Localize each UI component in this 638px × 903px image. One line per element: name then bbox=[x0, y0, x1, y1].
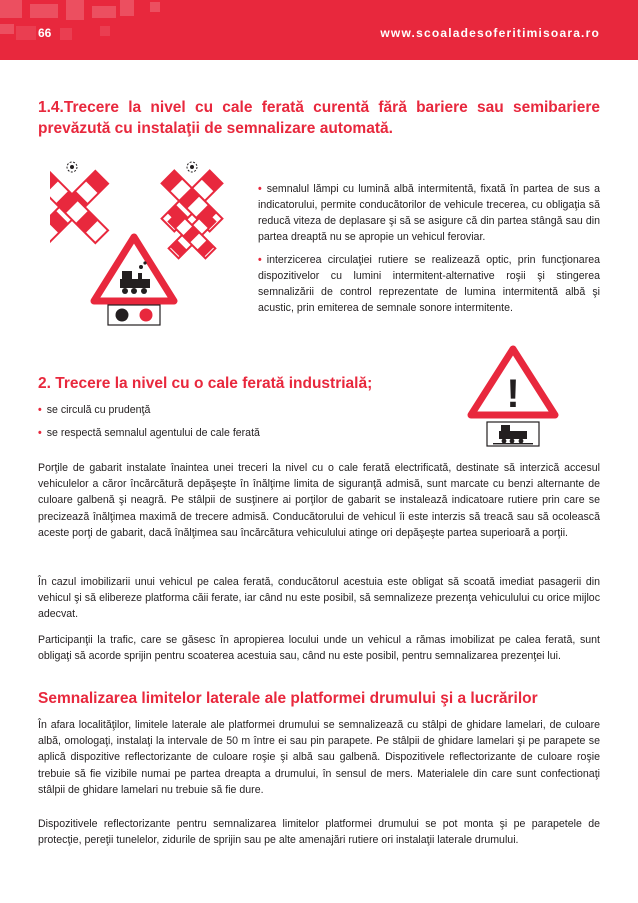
danger-triangle-icon bbox=[471, 349, 555, 416]
page-number: 66 bbox=[38, 26, 52, 40]
section1-title: 1.4.Trecere la nivel cu cale ferată curentă fără bariere sau semibariere prevăzută cu instalaţii de semnalizare automată. bbox=[38, 99, 600, 137]
paragraph-reflective-devices: Dispozitivele reflectorizante pentru semnalizarea limitelor platformei drumului se pot monta şi pe parapetele de protecţie, pereţii tunelelor, zidurile de sprijin sau pe alte amenajări rutiere ori instalaţii laterale drumului. bbox=[38, 818, 600, 847]
exclamation-mark: ! bbox=[506, 372, 520, 416]
train-warning-triangle-icon bbox=[94, 237, 174, 301]
industrial-crossing-sign bbox=[463, 343, 563, 448]
level-crossing-signs bbox=[50, 155, 230, 335]
section3-title: Semnalizarea limitelor laterale ale platformei drumului şi a lucrărilor bbox=[38, 690, 538, 707]
bullet-icon: • bbox=[38, 404, 42, 416]
list-item: • se respectă semnalul agentului de cale ferată bbox=[38, 427, 260, 439]
paragraph-vehicle-immobilized: În cazul imobilizarii unui vehicul pe calea ferată, conducătorul acestuia este obligat să scoată imediat pasagerii din vehicul şi să elibereze platforma căii ferate, iar când nu este posibil, să semnalizeze prezenţa vehiculului cu orice mijloc adecvat. bbox=[38, 576, 600, 621]
list-item: • se circulă cu prudenţă bbox=[38, 404, 151, 416]
paragraph-guide-posts: În afara localităţilor, limitele laterale ale platformei drumului se semnalizează cu stâlpi de ghidare lamelari, de culoare albă, omologaţi, instalaţi la intervale de 50 m între ei sau pin parapete. Pe stâlpii de ghidare lamelari şi pe parapete se aplică dispozitive reflectorizante de culoare roşie şi albă sau galbenă. Dispozitivele reflectorizante de culoare roşie trebuie să fie vizibile numai pe partea dreapta a drumului, în sensul de mers. Materialele din care sunt confectionaţi stâlpii de ghidare lamelari nu trebuie să fie dure. bbox=[38, 719, 600, 796]
section2-title: 2. Trecere la nivel cu o cale ferată industrială; bbox=[38, 375, 373, 392]
st-andrew-cross-left-icon bbox=[50, 162, 108, 243]
paragraph-traffic-participants: Participanţii la trafic, care se găsesc în apropierea locului unde un vehicul a rămas imobilizat pe calea ferată, sunt obligaţi să acorde sprijin pentru scoaterea acestuia sau, când nu este posibil, pentru semnalizarea prezenţei lui. bbox=[38, 634, 600, 663]
bullet-icon: • bbox=[258, 254, 262, 266]
section1-bullet-list bbox=[258, 181, 600, 323]
bullet-icon: • bbox=[258, 183, 262, 195]
st-andrew-cross-right-icon bbox=[162, 162, 223, 258]
list-item: • semnalul lămpi cu lumină albă intermitentă, fixată în partea de sus a indicatorului, permite conducătorilor de vehicule trecerea, cu obligaţia să reducă viteza de deplasare şi să se asigure că din partea stângă sau din partea dreaptă nu se apropie un vehicul feroviar. bbox=[258, 183, 600, 243]
site-url[interactable]: www.scoaladesoferitimisoara.ro bbox=[380, 26, 600, 40]
section2-bullet-list bbox=[38, 402, 438, 448]
paragraph-gauge-gates: Porţile de gabarit instalate înaintea unei treceri la nivel cu o cale ferată electrificată, destinate să interzică accesul vehiculelor a căror încărcătură depăşeşte în înălţime limita de siguranţă admisă, sunt marcate cu benzi alternante de culoare galbenă şi neagră. Pe stâlpii de susţinere ai porţilor de gabarit se instalează indicatoare rutiere prin care se precizează înălţimea maximă de trecere admisă. Conducătorului de vehicul îi este interzis să treacă sau să ocolească aceste porţi de gabarit, dacă înălţimea sau încărcătura vehiculului atinge ori depăşeşte partea superioară a porţii. bbox=[38, 462, 600, 539]
page-header bbox=[0, 0, 638, 60]
bullet-icon: • bbox=[38, 427, 42, 439]
train-plate-icon bbox=[487, 422, 539, 446]
signal-lights-panel-icon bbox=[108, 305, 160, 325]
list-item: • interzicerea circulaţiei rutiere se realizează optic, prin funcţionarea dispozitivelor cu lumini intermitent-alternative roşii şi stingerea semnalizării de control reprezentate de lumina intermitentă albă şi acustic, prin emiterea de semnale sonore intermitente. bbox=[258, 254, 600, 314]
